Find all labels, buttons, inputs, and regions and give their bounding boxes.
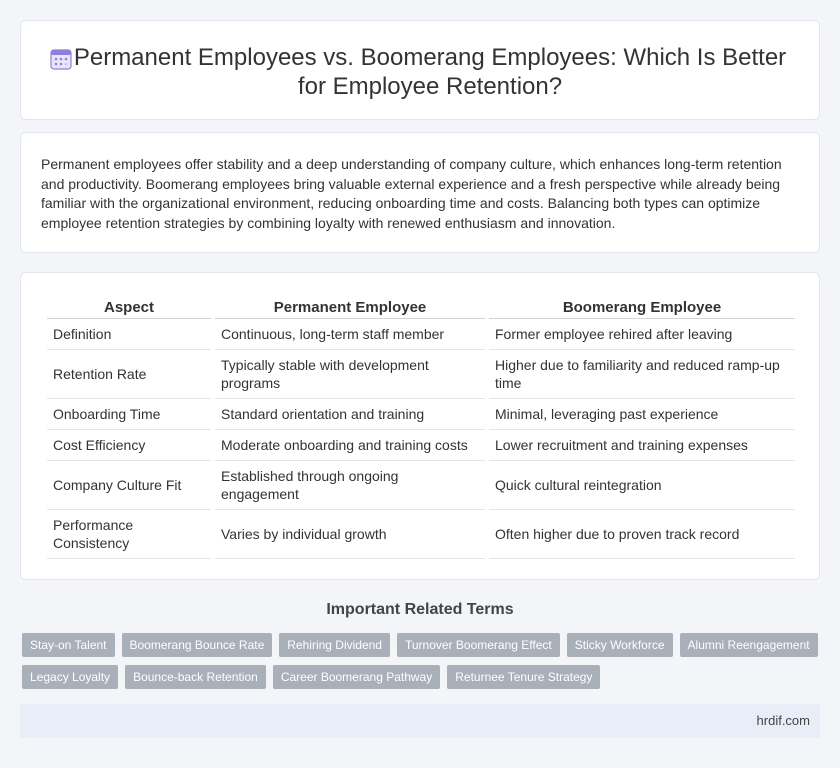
table-row	[47, 430, 795, 461]
table-cell: Minimal, leveraging past experience	[489, 399, 795, 430]
table-row	[47, 350, 795, 399]
column-header-boomerang: Boomerang Employee	[489, 295, 795, 319]
table-cell: Often higher due to proven track record	[489, 510, 795, 559]
related-term-tag[interactable]: Boomerang Bounce Rate	[122, 633, 273, 657]
footer	[20, 704, 820, 738]
related-term-tag[interactable]: Sticky Workforce	[567, 633, 673, 657]
table-row	[47, 461, 795, 510]
comparison-table	[43, 295, 799, 559]
related-term-tag[interactable]: Returnee Tenure Strategy	[447, 665, 600, 689]
table-cell: Higher due to familiarity and reduced ramp-up time	[489, 350, 795, 399]
column-header-aspect: Aspect	[47, 295, 211, 319]
table-header-row	[47, 295, 795, 319]
summary-card	[20, 132, 820, 253]
table-row	[47, 399, 795, 430]
related-term-tag[interactable]: Bounce-back Retention	[125, 665, 266, 689]
related-term-tag[interactable]: Turnover Boomerang Effect	[397, 633, 560, 657]
table-cell: Continuous, long-term staff member	[215, 319, 485, 350]
table-cell: Quick cultural reintegration	[489, 461, 795, 510]
table-cell: Standard orientation and training	[215, 399, 485, 430]
related-terms-list	[22, 633, 822, 697]
table-cell: Established through ongoing engagement	[215, 461, 485, 510]
page-title: Permanent Employees vs. Boomerang Employees: Which Is Better for Employee Retention?	[73, 44, 787, 100]
table-cell: Varies by individual growth	[215, 510, 485, 559]
related-term-tag[interactable]: Stay-on Talent	[22, 633, 115, 657]
table-cell: Typically stable with development programs	[215, 350, 485, 399]
summary-text: Permanent employees offer stability and a deep understanding of company culture, which enhances long-term retention and productivity. Boomerang employees bring valuable external experience and a fresh perspective while already being familiar with the organizational environment, reducing onboarding time and costs. Balancing both types can optimize employee retention strategies by combining loyalty with renewed enthusiasm and innovation.	[41, 156, 782, 231]
related-terms-heading: Important Related Terms	[326, 601, 514, 618]
related-term-tag[interactable]: Career Boomerang Pathway	[273, 665, 440, 689]
comparison-table-card	[20, 272, 820, 580]
table-cell: Onboarding Time	[47, 399, 211, 430]
table-cell: Former employee rehired after leaving	[489, 319, 795, 350]
related-term-tag[interactable]: Alumni Reengagement	[680, 633, 818, 657]
footer-site-link[interactable]: hrdif.com	[756, 713, 810, 728]
related-term-tag[interactable]: Rehiring Dividend	[279, 633, 390, 657]
column-header-permanent: Permanent Employee	[215, 295, 485, 319]
related-term-tag[interactable]: Legacy Loyalty	[22, 665, 118, 689]
table-cell: Cost Efficiency	[47, 430, 211, 461]
table-row	[47, 510, 795, 559]
table-cell: Retention Rate	[47, 350, 211, 399]
table-cell: Definition	[47, 319, 211, 350]
table-cell: Moderate onboarding and training costs	[215, 430, 485, 461]
title-card	[20, 20, 820, 120]
table-cell: Lower recruitment and training expenses	[489, 430, 795, 461]
table-cell: Performance Consistency	[47, 510, 211, 559]
table-cell: Company Culture Fit	[47, 461, 211, 510]
table-row	[47, 319, 795, 350]
